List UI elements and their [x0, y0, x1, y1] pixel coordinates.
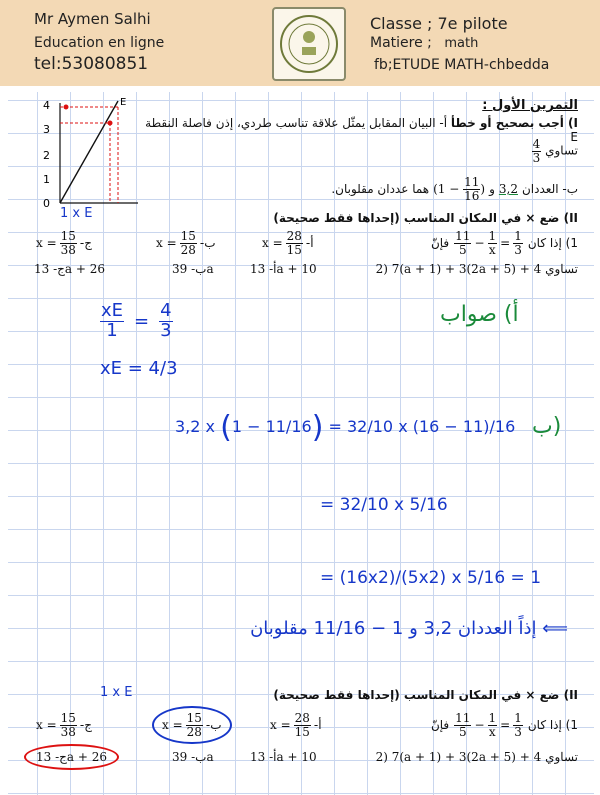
teacher-subtitle: Education en ligne	[34, 35, 165, 51]
exercise-title: التمرين الأول :	[482, 98, 578, 113]
part1-b-first: 3,2	[498, 182, 518, 197]
graph-x-label: 1 x E	[60, 206, 93, 221]
y-tick: 0	[43, 197, 50, 210]
q2-option-b: ب- 39a	[172, 262, 214, 276]
hw-conclusion: ⟸ إذاً العددان 3,2 و 1 − 11/16 مقلوبان	[250, 618, 568, 639]
q1-option-b-circled: x = $\frac{15}{28}$ ب-	[152, 706, 232, 744]
part1-b-expression: (1 − $\frac{11}{16}$ )	[433, 175, 486, 203]
q1-option-b: x = $\frac{15}{28}$ ب-	[156, 229, 216, 257]
q2-option-a: أ- 13a + 10	[250, 262, 317, 276]
facebook-page: fb;ETUDE MATH-chbedda	[374, 57, 550, 73]
q1-prefix: 1) إذا كان	[527, 236, 578, 251]
q1-equation: $\frac{11}{5}$ − $\frac{1}{x}$ = $\frac{1}{3}$	[455, 229, 522, 257]
q1-option-c-copy: x = $\frac{15}{38}$ ج-	[36, 711, 92, 739]
hw-xe-final: xE = 4/3	[100, 358, 178, 379]
part1-question-b	[331, 176, 578, 202]
hw-xe-equation: $\frac{xE}{1}$ = $\frac{4}{3}$	[101, 300, 172, 341]
four-thirds-fraction: $\frac{4}{3}$	[532, 137, 541, 165]
part2-q1-copy: 1) إذا كان $\frac{11}{5}$ − $\frac{1}{x}$ = $\frac{1}{3}$ فإنّ	[430, 711, 578, 739]
hw-part2-x-label: 1 x E	[100, 685, 133, 700]
hw-line1-paren: 1 − 11/16	[231, 417, 312, 436]
hw-line2: = 32/10 x 5/16	[320, 495, 448, 515]
part1-label: I) أجب بصحيح أو خطأ	[450, 116, 578, 130]
part1-a-equals: تساوي	[545, 143, 578, 158]
q2-option-c-circled: ج- 13a + 26	[24, 744, 119, 770]
y-tick: 3	[43, 123, 50, 136]
school-seal-icon	[274, 9, 344, 79]
part2-label-copy: II) ضع × في المكان المناسب (إحداها فقط صحيحة)	[273, 688, 578, 702]
q2-option-c: ج- 13a + 26	[34, 262, 106, 276]
q1-then: فإنّ	[430, 236, 450, 251]
part1-b-prefix: ب- العددان	[521, 182, 578, 197]
hw-line1-left: 3,2 x	[175, 417, 215, 436]
part2-label: II) ضع × في المكان المناسب (إحداها فقط صحيحة)	[273, 211, 578, 225]
q1-option-a: x = $\frac{28}{15}$ أ-	[262, 229, 314, 257]
class-info	[370, 14, 580, 73]
y-tick: 4	[43, 99, 50, 112]
part2-q2: 2) 7(a + 1) + 3(2a + 5) + 4 تساوي	[375, 262, 578, 276]
point-e	[108, 121, 113, 126]
q1-option-a-copy: x = $\frac{28}{15}$ أ-	[270, 711, 322, 739]
graph-line	[60, 101, 118, 203]
q2-option-b-copy: ب- 39a	[172, 750, 214, 764]
hw-line1-eq: = 32/10 x (16 − 11)/16	[328, 417, 516, 436]
part2-q2-copy: 2) 7(a + 1) + 3(2a + 5) + 4 تساوي	[375, 750, 578, 764]
part1-question-a	[138, 116, 578, 144]
teacher-info	[34, 10, 204, 74]
part1-b-and: و	[489, 182, 495, 197]
school-logo	[272, 7, 346, 81]
part1-a-text: أ- البيان المقابل يمثّل علاقة تناسب طردي، إذن فاصلة النقطة E	[145, 116, 578, 144]
q2-option-a-copy: أ- 13a + 10	[250, 750, 317, 764]
hw-line1: 3,2 x (1 − 11/16) = 32/10 x (16 − 11)/16	[175, 410, 516, 445]
subject-label: Matiere ;	[370, 35, 432, 51]
point-e-label: E	[120, 97, 127, 108]
part1-a-value	[532, 138, 578, 164]
y-tick: 1	[43, 173, 50, 186]
hw-label-b: ب)	[532, 414, 562, 439]
class-label: Classe ; 7e pilote	[370, 14, 508, 33]
part2-q1	[431, 230, 578, 256]
teacher-name: Mr Aymen Salhi	[34, 10, 151, 28]
q1-option-c: x = $\frac{15}{38}$ ج-	[36, 229, 92, 257]
subject-value: math	[444, 36, 479, 51]
hw-answer-a: أ) صواب	[440, 302, 519, 327]
subject-row	[370, 35, 580, 51]
y-tick: 2	[43, 149, 50, 162]
teacher-phone: tel:53080851	[34, 54, 149, 74]
worksheet-header	[0, 0, 600, 86]
part1-b-suffix: هما عددان مقلوبان.	[331, 182, 430, 197]
hw-line3: = (16x2)/(5x2) x 5/16 = 1	[320, 568, 542, 588]
